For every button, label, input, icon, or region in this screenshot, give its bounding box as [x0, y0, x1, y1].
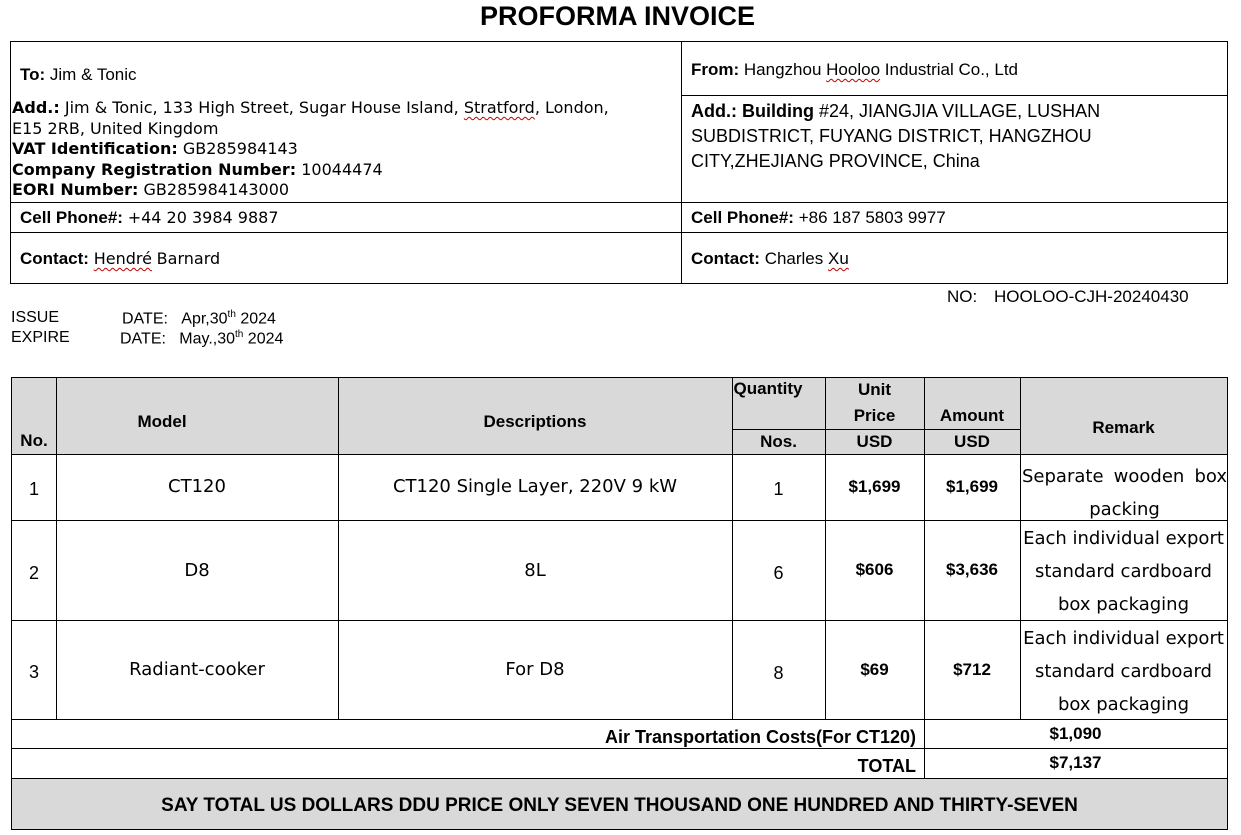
row-no: 1	[28, 479, 39, 499]
to-address-line1	[12, 98, 677, 119]
to-contact-last: Barnard	[156, 249, 221, 268]
say-total: SAY TOTAL US DOLLARS DDU PRICE ONLY SEVEN THOUSAND ONE HUNDRED AND THIRTY-SEVEN	[161, 795, 1078, 816]
from-address-block	[691, 99, 1100, 174]
to-phone: +44 20 3984 9887	[127, 208, 279, 227]
expire-date-post: 2024	[243, 330, 284, 348]
header-quantity-unit: Nos.	[760, 432, 797, 451]
row-remark	[1020, 522, 1227, 621]
row-remark-line: box packaging	[1057, 694, 1189, 715]
row-remark-line: Separate wooden box	[1022, 466, 1227, 487]
row-amount: $712	[953, 660, 991, 679]
to-vat-line	[12, 139, 677, 160]
to-phone-block	[20, 207, 279, 228]
from-phone: +86 187 5803 9977	[798, 208, 946, 227]
header-amount-currency: USD	[954, 432, 990, 451]
row-description: CT120 Single Layer, 220V 9 kW	[392, 476, 678, 497]
row-line	[12, 454, 1227, 455]
to-address-post: , London,	[534, 98, 609, 117]
header-quantity: Quantity	[733, 379, 803, 398]
expire-date	[120, 329, 283, 348]
to-contact-first: Hendré	[93, 249, 152, 268]
header-descriptions: Descriptions	[483, 412, 587, 431]
row-remark-line: packing	[1089, 499, 1160, 520]
row-qty: 1	[773, 479, 784, 499]
header-unit-price-currency: USD	[856, 432, 893, 451]
to-block	[20, 64, 137, 85]
row-remark	[1020, 622, 1227, 721]
row-unit-price: $69	[860, 660, 889, 679]
from-address-line2: SUBDISTRICT, FUYANG DISTRICT, HANGZHOU	[691, 126, 1092, 146]
row-remark-line: Each individual export	[1023, 528, 1224, 549]
row-amount: $1,699	[946, 477, 998, 496]
to-contact-block	[20, 248, 220, 269]
from-address-line1	[691, 99, 1100, 124]
from-phone-block	[691, 207, 946, 228]
row-description: For D8	[505, 659, 565, 680]
header-no: No.	[20, 431, 48, 450]
row-remark-line: Each individual export	[1023, 628, 1224, 649]
row-model: D8	[184, 560, 210, 581]
row-no: 3	[28, 662, 39, 682]
issue-date-pre: Apr,30	[181, 310, 228, 328]
to-eori: GB285984143000	[143, 180, 290, 199]
phone-row-line	[11, 232, 1227, 233]
from-contact-first: Charles	[764, 249, 824, 268]
issue-date	[122, 309, 276, 328]
to-address-line2: E15 2RB, United Kingdom	[12, 118, 219, 138]
expire-date-pre: May.,30	[179, 330, 236, 348]
from-contact-block	[691, 248, 849, 269]
to-address-block	[12, 98, 677, 201]
issue-date-sup: th	[227, 309, 236, 320]
invoice-number-value: HOOLOO-CJH-20240430	[993, 287, 1189, 306]
invoice-title: PROFORMA INVOICE	[479, 1, 755, 31]
from-address-line1-rest: #24, JIANGJIA VILLAGE, LUSHAN	[819, 101, 1101, 121]
items-table	[11, 377, 1228, 830]
total-value: $7,137	[1049, 753, 1102, 772]
row-amount: $3,636	[946, 560, 998, 579]
from-address-line3: CITY,ZHEJIANG PROVINCE, China	[691, 151, 980, 171]
total-label: TOTAL	[857, 756, 916, 776]
row-remark-line: standard cardboard	[1035, 661, 1212, 682]
to-add-label: Add.:	[12, 98, 60, 117]
row-model: Radiant-cooker	[129, 659, 265, 680]
row-line	[12, 778, 1227, 779]
header-amount: Amount	[939, 406, 1005, 425]
from-row-line	[681, 95, 1227, 96]
from-building: Building	[742, 101, 814, 121]
from-phone-label: Cell Phone#:	[691, 208, 794, 227]
expire-date-row	[11, 329, 284, 348]
header-remark: Remark	[1092, 418, 1155, 437]
to-name: Jim & Tonic	[49, 65, 137, 84]
air-transport-label: Air Transportation Costs(For CT120)	[604, 727, 916, 747]
to-address-pre: Jim & Tonic, 133 High Street, Sugar House Island,	[64, 98, 459, 117]
from-name-pre: Hangzhou	[743, 60, 822, 79]
parties-table	[10, 41, 1228, 284]
to-vat-label: VAT Identification:	[12, 139, 178, 158]
to-crn-label: Company Registration Number:	[12, 159, 297, 179]
from-block	[691, 59, 1018, 80]
to-eori-label: EORI Number:	[12, 180, 139, 199]
row-remark-line: box packaging	[1057, 594, 1189, 615]
row-qty: 8	[773, 663, 784, 683]
subheader-line	[732, 429, 1021, 430]
to-contact-label: Contact:	[20, 249, 89, 268]
to-vat: GB285984143	[182, 139, 298, 158]
issue-date-post: 2024	[235, 310, 276, 328]
from-name-post: Industrial Co., Ltd	[884, 60, 1019, 79]
issue-date-row	[11, 309, 276, 328]
issue-date-label: DATE:	[122, 310, 168, 328]
to-crn: 10044474	[301, 159, 383, 179]
row-remark-line: standard cardboard	[1035, 561, 1212, 582]
to-phone-label: Cell Phone#:	[20, 208, 123, 227]
from-contact-last: Xu	[828, 249, 849, 268]
to-label: To:	[20, 65, 46, 84]
from-add-label: Add.:	[691, 101, 737, 121]
from-name-mid: Hooloo	[826, 60, 881, 79]
row-unit-price: $606	[855, 560, 894, 579]
address-row-line	[11, 202, 1227, 203]
invoice-number	[947, 287, 1189, 307]
from-contact-label: Contact:	[691, 249, 760, 268]
expire-label: EXPIRE	[11, 329, 70, 346]
row-unit-price: $1,699	[848, 477, 901, 496]
expire-date-label: DATE:	[120, 330, 166, 348]
row-line	[12, 748, 1227, 749]
row-model: CT120	[168, 476, 226, 497]
air-transport-value: $1,090	[1049, 724, 1102, 743]
to-crn-line	[12, 160, 677, 181]
issue-label: ISSUE	[11, 309, 60, 326]
header-unit-price-2: Price	[853, 406, 896, 425]
header-model: Model	[137, 412, 187, 431]
row-no: 2	[28, 563, 39, 583]
parties-divider	[681, 42, 682, 283]
to-eori-line	[12, 180, 677, 201]
row-remark	[1022, 460, 1227, 526]
from-label: From:	[691, 60, 740, 79]
row-description: 8L	[524, 560, 546, 581]
to-address-city: Stratford	[463, 98, 535, 117]
header-unit-price-1: Unit	[857, 380, 892, 399]
expire-date-sup: th	[235, 329, 244, 340]
invoice-number-label: NO:	[947, 287, 978, 306]
row-qty: 6	[773, 563, 784, 583]
